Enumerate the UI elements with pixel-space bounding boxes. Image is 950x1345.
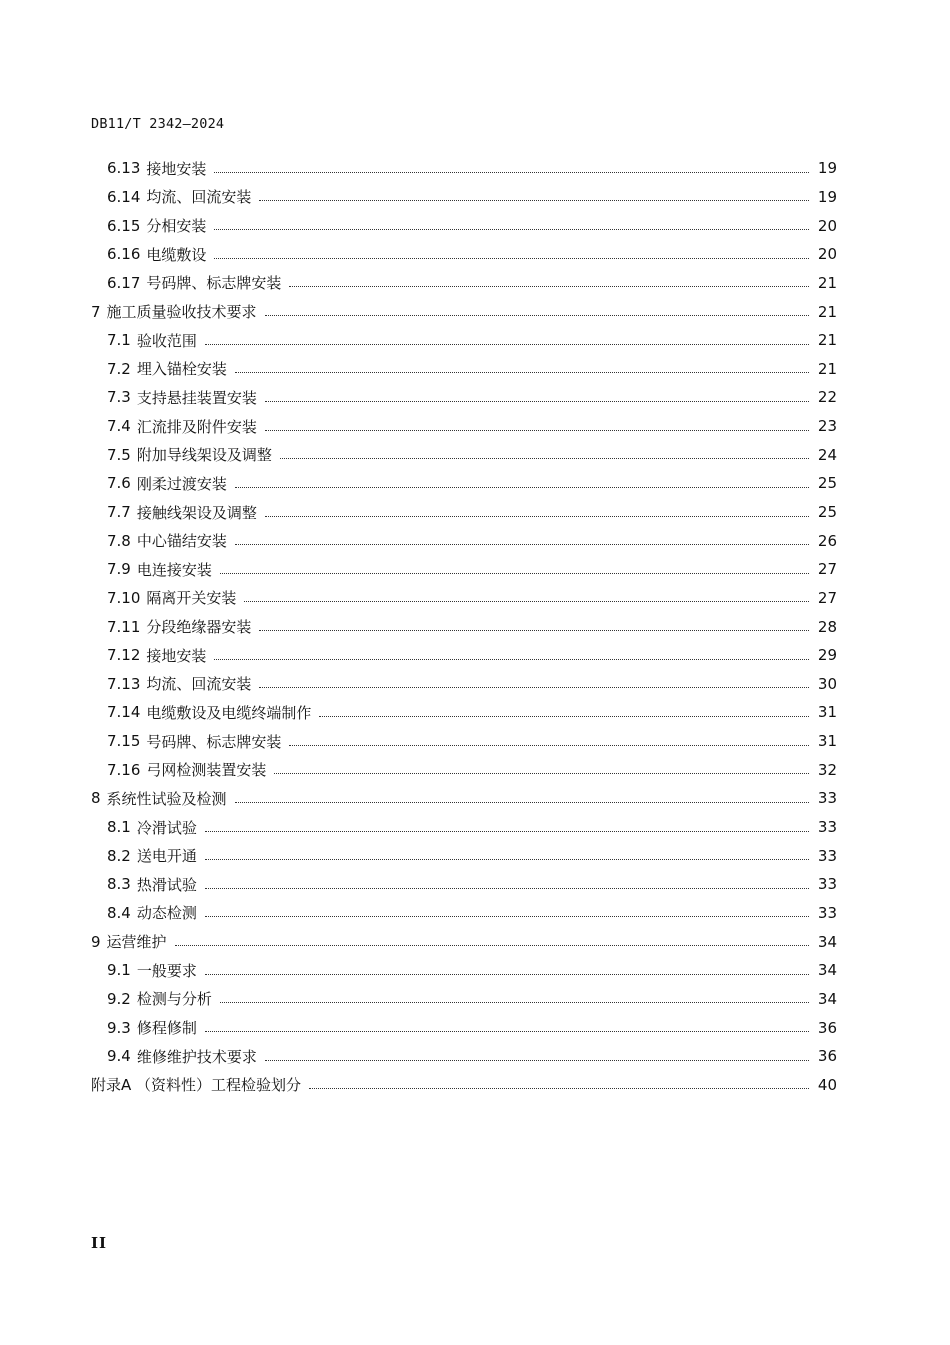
toc-entry-title: 埋入锚栓安装 bbox=[136, 360, 227, 379]
toc-entry-page: 36 bbox=[817, 1018, 837, 1037]
dot-leader bbox=[265, 516, 809, 517]
table-of-contents bbox=[91, 154, 837, 1099]
toc-entry[interactable] bbox=[91, 183, 837, 212]
document-standard-code: DB11/T 2342—2024 bbox=[91, 116, 225, 132]
toc-entry-page: 26 bbox=[817, 531, 837, 550]
toc-entry-page: 33 bbox=[817, 818, 837, 837]
toc-entry-number: 7.13 bbox=[107, 674, 141, 693]
toc-entry[interactable] bbox=[91, 985, 837, 1014]
toc-entry-number: 9.4 bbox=[107, 1047, 131, 1066]
toc-entry[interactable] bbox=[91, 154, 837, 183]
toc-entry[interactable] bbox=[91, 498, 837, 527]
toc-entry-title: 均流、回流安装 bbox=[146, 188, 252, 207]
toc-entry-number: 7.10 bbox=[107, 588, 141, 607]
toc-entry-page: 20 bbox=[817, 216, 837, 235]
toc-entry-title: 接地安装 bbox=[146, 159, 207, 178]
toc-entry-title: 运营维护 bbox=[106, 933, 167, 952]
toc-entry-number: 9.2 bbox=[107, 989, 131, 1008]
dot-leader bbox=[205, 344, 809, 345]
toc-entry-number: 8 bbox=[91, 789, 101, 808]
toc-entry[interactable] bbox=[91, 211, 837, 240]
toc-entry-title: 接触线架设及调整 bbox=[136, 503, 257, 522]
toc-entry-page: 33 bbox=[817, 789, 837, 808]
toc-entry-page: 36 bbox=[817, 1047, 837, 1066]
toc-entry[interactable] bbox=[91, 526, 837, 555]
toc-entry[interactable] bbox=[91, 354, 837, 383]
dot-leader bbox=[214, 659, 809, 660]
dot-leader bbox=[265, 1060, 809, 1061]
toc-entry[interactable] bbox=[91, 813, 837, 842]
toc-entry-page: 22 bbox=[817, 388, 837, 407]
toc-entry[interactable] bbox=[91, 727, 837, 756]
page-number: II bbox=[91, 1234, 108, 1252]
toc-entry-page: 23 bbox=[817, 417, 837, 436]
toc-entry[interactable] bbox=[91, 1071, 837, 1100]
toc-entry-page: 33 bbox=[817, 875, 837, 894]
toc-entry-page: 19 bbox=[817, 159, 837, 178]
toc-entry-title: 分段绝缘器安装 bbox=[146, 618, 252, 637]
toc-entry-number: 8.3 bbox=[107, 875, 131, 894]
toc-entry-number: 6.17 bbox=[107, 273, 141, 292]
toc-entry-number: 7.14 bbox=[107, 703, 141, 722]
toc-entry-number: 7.6 bbox=[107, 474, 131, 493]
toc-entry[interactable] bbox=[91, 927, 837, 956]
toc-entry[interactable] bbox=[91, 784, 837, 813]
toc-entry-page: 21 bbox=[817, 359, 837, 378]
dot-leader bbox=[235, 544, 809, 545]
toc-entry[interactable] bbox=[91, 1013, 837, 1042]
dot-leader bbox=[244, 601, 809, 602]
dot-leader bbox=[214, 258, 809, 259]
toc-entry-number: 7.16 bbox=[107, 760, 141, 779]
toc-entry-page: 34 bbox=[817, 989, 837, 1008]
toc-entry[interactable] bbox=[91, 1042, 837, 1071]
toc-entry-title: 一般要求 bbox=[136, 961, 197, 980]
toc-entry-title: 接地安装 bbox=[146, 646, 207, 665]
toc-entry[interactable] bbox=[91, 440, 837, 469]
toc-entry-page: 21 bbox=[817, 331, 837, 350]
dot-leader bbox=[274, 773, 809, 774]
toc-entry-number: 7.1 bbox=[107, 331, 131, 350]
toc-entry-page: 24 bbox=[817, 445, 837, 464]
toc-entry-title: 电连接安装 bbox=[136, 560, 212, 579]
dot-leader bbox=[214, 229, 809, 230]
dot-leader bbox=[205, 859, 809, 860]
toc-entry-page: 20 bbox=[817, 245, 837, 264]
toc-entry[interactable] bbox=[91, 412, 837, 441]
toc-entry-title: 验收范围 bbox=[136, 331, 197, 350]
toc-entry-number: 7.3 bbox=[107, 388, 131, 407]
toc-entry[interactable] bbox=[91, 870, 837, 899]
dot-leader bbox=[205, 974, 809, 975]
toc-entry-page: 27 bbox=[817, 560, 837, 579]
toc-entry-page: 34 bbox=[817, 961, 837, 980]
toc-entry-number: 7.7 bbox=[107, 503, 131, 521]
dot-leader bbox=[259, 687, 809, 688]
toc-entry-number: 6.14 bbox=[107, 187, 141, 206]
toc-entry[interactable] bbox=[91, 956, 837, 985]
toc-entry[interactable] bbox=[91, 383, 837, 412]
toc-entry-title: 号码牌、标志牌安装 bbox=[146, 732, 282, 751]
dot-leader bbox=[259, 200, 809, 201]
toc-entry[interactable] bbox=[91, 841, 837, 870]
dot-leader bbox=[214, 172, 809, 173]
toc-entry-number: 7.12 bbox=[107, 646, 141, 665]
dot-leader bbox=[280, 458, 809, 459]
dot-leader bbox=[265, 315, 809, 316]
dot-leader bbox=[289, 286, 809, 287]
toc-entry-number: 7.8 bbox=[107, 531, 131, 550]
toc-entry[interactable] bbox=[91, 555, 837, 584]
toc-entry-title: 动态检测 bbox=[136, 904, 197, 923]
toc-entry[interactable] bbox=[91, 755, 837, 784]
dot-leader bbox=[205, 916, 809, 917]
toc-entry-title: 电缆敷设及电缆终端制作 bbox=[146, 703, 312, 722]
toc-entry-number: 9 bbox=[91, 932, 101, 951]
dot-leader bbox=[235, 802, 809, 803]
toc-entry[interactable] bbox=[91, 240, 837, 269]
toc-entry-page: 21 bbox=[817, 273, 837, 292]
toc-entry[interactable] bbox=[91, 297, 837, 326]
dot-leader bbox=[289, 745, 809, 746]
toc-entry-number: 6.13 bbox=[107, 159, 141, 178]
toc-entry-title: 中心锚结安装 bbox=[136, 532, 227, 551]
toc-entry-title: 刚柔过渡安装 bbox=[136, 474, 227, 493]
toc-entry-page: 28 bbox=[817, 617, 837, 636]
dot-leader bbox=[265, 430, 809, 431]
toc-entry[interactable] bbox=[91, 641, 837, 670]
toc-entry-page: 31 bbox=[817, 703, 837, 722]
dot-leader bbox=[175, 945, 809, 946]
toc-entry-title: 汇流排及附件安装 bbox=[136, 417, 257, 436]
dot-leader bbox=[319, 716, 809, 717]
toc-entry[interactable] bbox=[91, 469, 837, 498]
toc-entry-number: 7 bbox=[91, 302, 101, 321]
dot-leader bbox=[309, 1088, 809, 1089]
toc-entry[interactable] bbox=[91, 269, 837, 298]
dot-leader bbox=[259, 630, 809, 631]
toc-entry-page: 25 bbox=[817, 474, 837, 493]
dot-leader bbox=[205, 888, 809, 889]
toc-entry[interactable] bbox=[91, 612, 837, 641]
toc-entry-page: 33 bbox=[817, 903, 837, 922]
toc-entry-title: 弓网检测装置安装 bbox=[146, 761, 267, 780]
toc-entry-number: 7.11 bbox=[107, 617, 141, 636]
toc-entry-title: 修程修制 bbox=[136, 1019, 197, 1038]
toc-entry-title: 热滑试验 bbox=[136, 875, 197, 894]
toc-entry[interactable] bbox=[91, 670, 837, 699]
toc-entry-page: 29 bbox=[817, 646, 837, 665]
toc-entry[interactable] bbox=[91, 899, 837, 928]
toc-entry-title: 送电开通 bbox=[136, 847, 197, 866]
toc-entry-page: 25 bbox=[817, 503, 837, 521]
dot-leader bbox=[235, 372, 809, 373]
toc-entry-number: 8.1 bbox=[107, 818, 131, 837]
toc-entry-page: 30 bbox=[817, 674, 837, 693]
toc-entry-title: 分相安装 bbox=[146, 217, 207, 236]
toc-entry-title: 均流、回流安装 bbox=[146, 675, 252, 694]
toc-entry-title: 冷滑试验 bbox=[136, 818, 197, 837]
toc-entry-page: 33 bbox=[817, 846, 837, 865]
toc-entry-number: 6.15 bbox=[107, 216, 141, 235]
toc-entry[interactable] bbox=[91, 326, 837, 355]
toc-entry[interactable] bbox=[91, 698, 837, 727]
dot-leader bbox=[205, 831, 809, 832]
dot-leader bbox=[220, 1002, 809, 1003]
toc-entry-title: 检测与分析 bbox=[136, 990, 212, 1009]
toc-entry-page: 21 bbox=[817, 302, 837, 321]
dot-leader bbox=[205, 1031, 809, 1032]
toc-entry-number: 7.15 bbox=[107, 732, 141, 751]
toc-entry-title: 系统性试验及检测 bbox=[106, 789, 227, 808]
toc-entry-page: 19 bbox=[817, 187, 837, 206]
toc-entry-title: 隔离开关安装 bbox=[146, 589, 237, 608]
toc-entry-page: 34 bbox=[817, 932, 837, 951]
toc-entry[interactable] bbox=[91, 584, 837, 613]
toc-entry-page: 40 bbox=[817, 1075, 837, 1094]
toc-entry-number: 9.1 bbox=[107, 961, 131, 980]
toc-entry-number: 7.9 bbox=[107, 560, 131, 579]
toc-entry-title: 附录A （资料性）工程检验划分 bbox=[91, 1076, 302, 1095]
toc-entry-title: 支持悬挂装置安装 bbox=[136, 388, 257, 407]
toc-entry-number: 7.5 bbox=[107, 445, 131, 464]
toc-entry-title: 电缆敷设 bbox=[146, 245, 207, 264]
toc-entry-title: 号码牌、标志牌安装 bbox=[146, 274, 282, 293]
toc-entry-page: 27 bbox=[817, 588, 837, 607]
toc-entry-number: 8.2 bbox=[107, 846, 131, 865]
toc-entry-number: 6.16 bbox=[107, 245, 141, 264]
toc-entry-number: 7.2 bbox=[107, 359, 131, 378]
toc-entry-page: 31 bbox=[817, 732, 837, 751]
dot-leader bbox=[265, 401, 809, 402]
toc-entry-title: 附加导线架设及调整 bbox=[136, 446, 272, 465]
toc-entry-page: 32 bbox=[817, 760, 837, 779]
toc-entry-number: 8.4 bbox=[107, 903, 131, 922]
dot-leader bbox=[220, 573, 809, 574]
toc-entry-number: 9.3 bbox=[107, 1018, 131, 1037]
toc-entry-title: 施工质量验收技术要求 bbox=[106, 303, 257, 322]
toc-entry-title: 维修维护技术要求 bbox=[136, 1047, 257, 1066]
dot-leader bbox=[235, 487, 809, 488]
toc-entry-number: 7.4 bbox=[107, 417, 131, 436]
